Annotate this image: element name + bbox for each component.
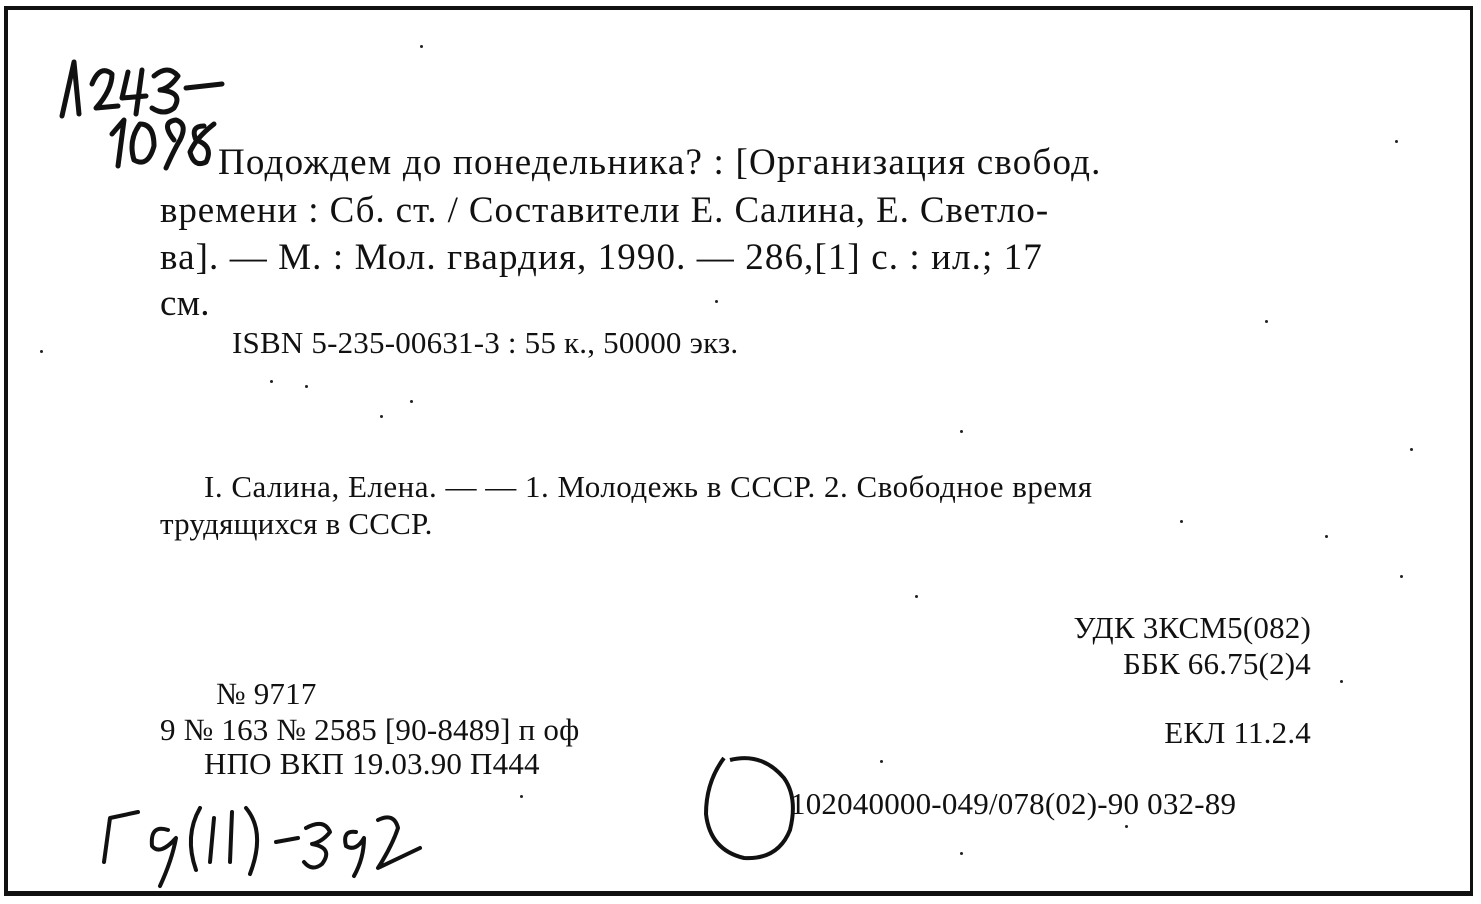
speck — [1325, 535, 1328, 538]
order-number: № 9717 — [216, 676, 317, 711]
speck — [1410, 448, 1413, 451]
entry-line-2: времени : Сб. ст. / Составители Е. Салина, Е. Светло- — [160, 190, 1050, 231]
speck — [40, 350, 43, 353]
speck — [410, 400, 413, 403]
ekl-code: ЕКЛ 11.2.4 — [1164, 715, 1311, 750]
speck — [1340, 680, 1343, 683]
speck — [880, 760, 883, 763]
speck — [380, 415, 383, 418]
speck — [715, 300, 718, 303]
speck — [305, 385, 308, 388]
isbn-line: ISBN 5-235-00631-3 : 55 к., 50000 экз. — [232, 325, 739, 360]
speck — [1265, 320, 1268, 323]
catalog-number: 102040000-049/078(02)-90 032-89 — [790, 786, 1237, 821]
tracing-line-1: I. Салина, Елена. — — 1. Молодежь в СССР. 2. Свободное время — [204, 469, 1093, 504]
speck — [420, 45, 423, 48]
speck — [915, 595, 918, 598]
speck — [960, 852, 963, 855]
bbk-code: ББК 66.75(2)4 — [1122, 646, 1311, 681]
speck — [1400, 575, 1403, 578]
hand-drawn-circle — [706, 758, 793, 858]
speck — [1395, 140, 1398, 143]
speck — [1125, 825, 1128, 828]
speck — [960, 430, 963, 433]
speck — [1180, 520, 1183, 523]
speck — [520, 795, 523, 798]
entry-line-3: ва]. — М. : Мол. гвардия, 1990. — 286,[1] с. : ил.; 17 — [160, 237, 1043, 278]
npo-line: НПО ВКП 19.03.90 П444 — [204, 746, 540, 781]
udk-code: УДК 3КСМ5(082) — [1073, 610, 1311, 645]
entry-line-4: см. — [160, 283, 210, 324]
handwritten-code-bottom — [104, 808, 420, 886]
order-details: 9 № 163 № 2585 [90-8489] п оф — [160, 712, 580, 747]
entry-line-1: Подождем до понедельника? : [Организация свобод. — [218, 142, 1102, 183]
handwritten-number-top — [62, 62, 222, 168]
speck — [270, 380, 273, 383]
tracing-line-2: трудящихся в СССР. — [160, 506, 433, 541]
